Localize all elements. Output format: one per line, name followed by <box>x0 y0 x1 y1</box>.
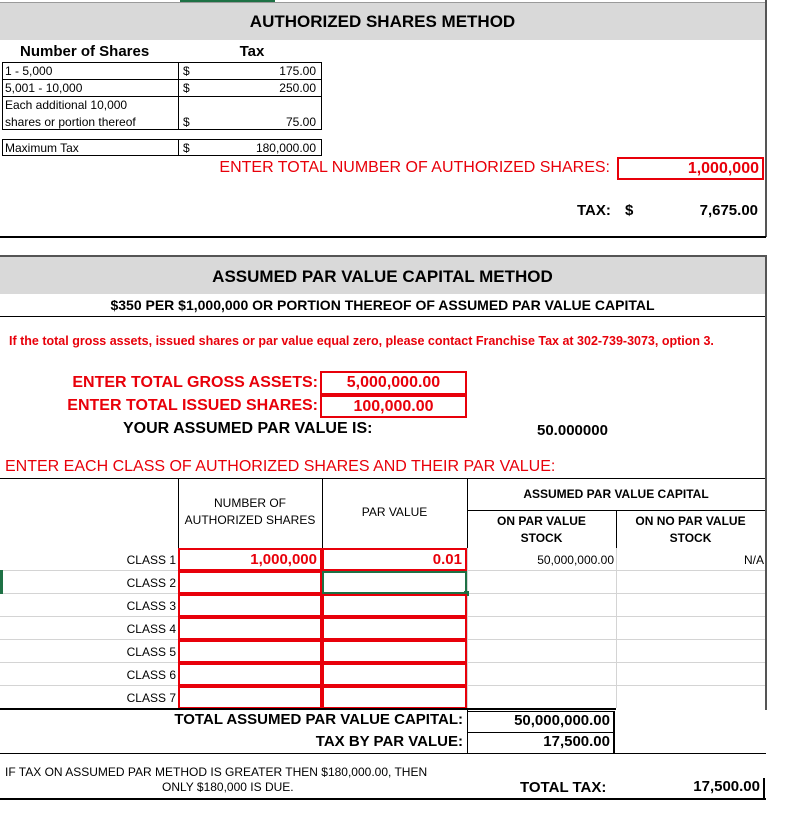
section-divider <box>0 236 766 238</box>
tax-value: 7,675.00 <box>699 202 758 219</box>
totals-divider <box>467 708 468 754</box>
tax-currency: $ <box>625 202 634 219</box>
class-par-input[interactable] <box>322 640 467 663</box>
max-tax-note: IF TAX ON ASSUMED PAR METHOD IS GREATER THEN $180,000.00, THEN <box>5 765 428 779</box>
tax-row-amount: 75.00 <box>285 115 316 129</box>
no-par-header: ON NO PAR VALUE <box>635 514 746 528</box>
gross-assets-input[interactable]: 5,000,000.00 <box>320 371 467 395</box>
class-label: CLASS 6 <box>126 668 176 682</box>
tax-row-currency: $ <box>183 64 190 78</box>
tax-column-header: Tax <box>239 43 265 60</box>
on-par-header: STOCK <box>520 531 563 545</box>
assumed-par-label: YOUR ASSUMED PAR VALUE IS: <box>123 420 373 437</box>
on-par-capital: 50,000,000.00 <box>537 553 614 567</box>
class-par-input[interactable] <box>322 594 467 617</box>
tax-row-amount: 175.00 <box>279 64 316 78</box>
header-line <box>467 510 765 511</box>
authorized-section-title: AUTHORIZED SHARES METHOD <box>0 2 765 40</box>
tax-row-label: 5,001 - 10,000 <box>5 81 83 95</box>
tax-table-row-line <box>2 96 322 97</box>
tax-table-divider <box>178 139 179 156</box>
class-label: CLASS 7 <box>126 691 176 705</box>
section-right-border <box>765 255 767 710</box>
total-capital-value: 50,000,000.00 <box>467 711 615 733</box>
class-par-input-selected[interactable] <box>322 571 467 594</box>
max-tax-note: ONLY $180,000 IS DUE. <box>162 780 294 794</box>
max-tax-amount: 180,000.00 <box>255 141 316 155</box>
tax-row-currency: $ <box>183 81 190 95</box>
class-par-input[interactable]: 0.01 <box>322 548 467 571</box>
class-shares-input[interactable]: 1,000,000 <box>178 548 322 571</box>
tax-table-row-line <box>2 79 322 80</box>
tax-by-par-label: TAX BY PAR VALUE: <box>315 733 463 750</box>
row-line <box>0 478 765 479</box>
tax-row-label: shares or portion thereof <box>5 115 136 129</box>
no-par-capital: N/A <box>743 553 764 567</box>
total-capital-label: TOTAL ASSUMED PAR VALUE CAPITAL: <box>174 711 463 728</box>
tax-row-amount: 250.00 <box>279 81 316 95</box>
class-label: CLASS 3 <box>126 599 176 613</box>
par-value-header: PAR VALUE <box>361 505 428 519</box>
total-tax-label: TOTAL TAX: <box>520 779 607 796</box>
row-line <box>0 316 765 317</box>
max-tax-currency: $ <box>183 141 190 155</box>
par-section-title: ASSUMED PAR VALUE CAPITAL METHOD <box>0 255 765 294</box>
authorized-shares-label: ENTER TOTAL NUMBER OF AUTHORIZED SHARES: <box>219 159 610 176</box>
class-label: CLASS 4 <box>126 622 176 636</box>
class-label: CLASS 2 <box>126 576 176 590</box>
section-right-border <box>765 0 767 237</box>
authorized-shares-input[interactable]: 1,000,000 <box>617 157 764 180</box>
capital-header: ASSUMED PAR VALUE CAPITAL <box>523 487 709 501</box>
contact-notice: If the total gross assets, issued shares or par value equal zero, please contact Franchise Tax at 302-739-3073, option 3. <box>9 334 714 348</box>
shares-column-header: Number of Shares <box>20 43 150 60</box>
class-label: CLASS 5 <box>126 645 176 659</box>
tax-row-currency: $ <box>183 115 190 129</box>
on-par-header: ON PAR VALUE <box>497 514 586 528</box>
bottom-border <box>0 798 766 800</box>
max-tax-label: Maximum Tax <box>5 141 79 155</box>
issued-shares-input[interactable]: 100,000.00 <box>320 395 467 418</box>
gross-assets-label: ENTER TOTAL GROSS ASSETS: <box>72 374 318 391</box>
class-shares-input[interactable] <box>178 686 322 709</box>
tax-label: TAX: <box>577 202 611 219</box>
class-prompt: ENTER EACH CLASS OF AUTHORIZED SHARES AND THEIR PAR VALUE: <box>5 458 556 475</box>
class-par-input[interactable] <box>322 663 467 686</box>
gridline <box>616 548 617 708</box>
class-shares-input[interactable] <box>178 663 322 686</box>
tax-by-par-value: 17,500.00 <box>467 732 615 754</box>
class-shares-input[interactable] <box>178 617 322 640</box>
par-subtitle: $350 PER $1,000,000 OR PORTION THEREOF OF ASSUMED PAR VALUE CAPITAL <box>110 297 655 313</box>
class-shares-input[interactable] <box>178 571 322 594</box>
class-label: CLASS 1 <box>126 553 176 567</box>
class-shares-input[interactable] <box>178 594 322 617</box>
total-tax-value: 17,500.00 <box>640 778 765 799</box>
number-header: NUMBER OF <box>214 496 286 510</box>
number-header: AUTHORIZED SHARES <box>184 513 316 527</box>
row-selection-marker <box>0 570 3 594</box>
class-par-input[interactable] <box>322 686 467 709</box>
class-par-input[interactable] <box>322 617 467 640</box>
tax-row-label: Each additional 10,000 <box>5 98 128 112</box>
class-shares-input[interactable] <box>178 640 322 663</box>
assumed-par-value: 50.000000 <box>537 422 608 439</box>
issued-shares-label: ENTER TOTAL ISSUED SHARES: <box>67 397 318 414</box>
tax-row-label: 1 - 5,000 <box>5 64 53 78</box>
no-par-header: STOCK <box>669 531 712 545</box>
row-line <box>0 753 766 754</box>
gridline <box>467 548 468 708</box>
totals-top-border <box>0 708 616 710</box>
